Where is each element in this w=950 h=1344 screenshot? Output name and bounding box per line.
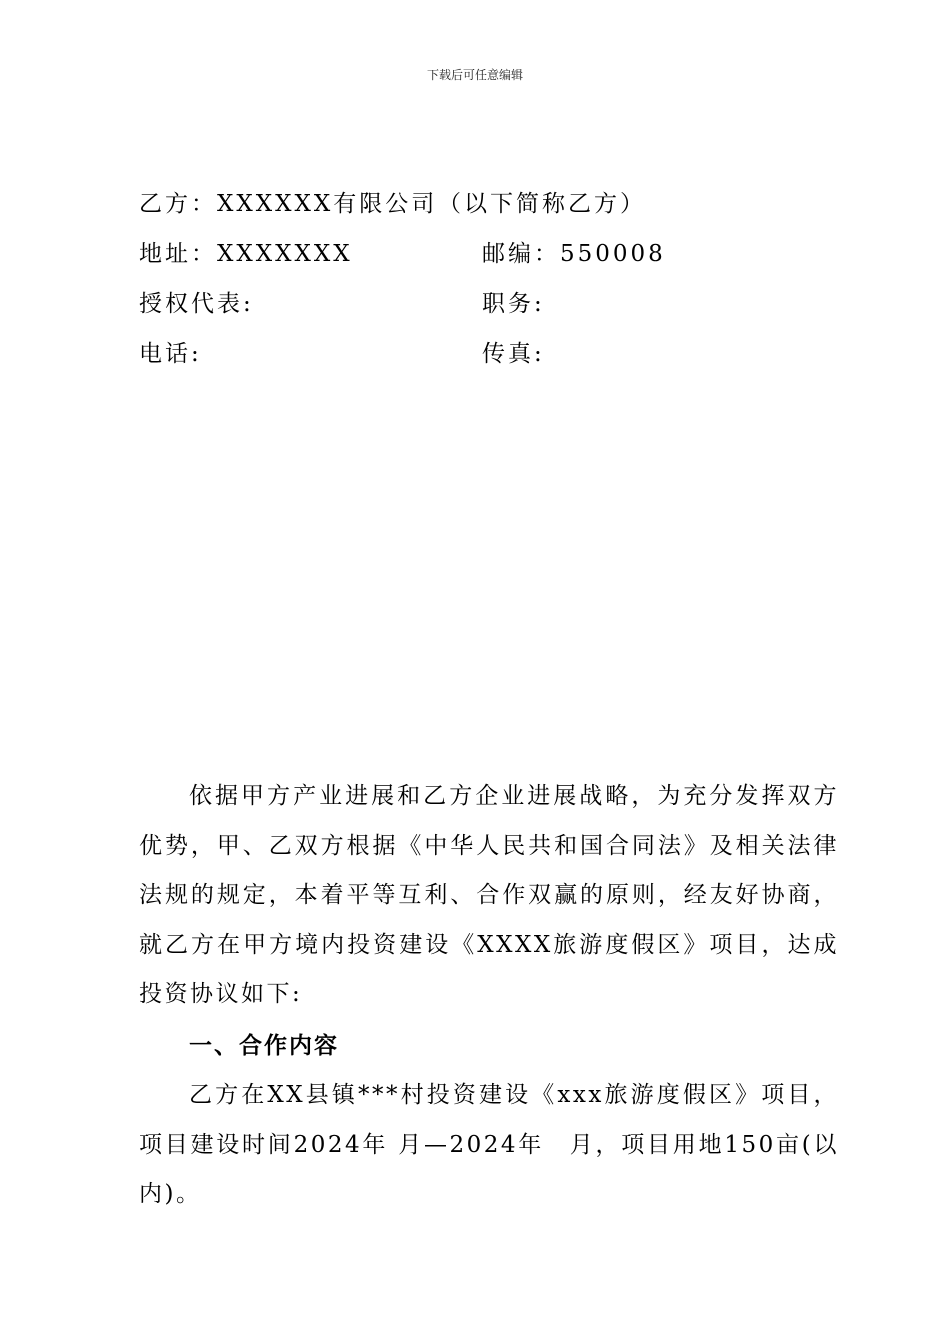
intro-text: 依据甲方产业进展和乙方企业进展战略，为充分发挥双方优势，甲、乙双方根据《中华人民共和国合同法》及相关法律法规的规定，本着平等互利、合作双赢的原则，经友好协商，就乙方在甲方境内投资建设《XXXX旅游度假区》项目，达成投资协议如下: <box>139 783 839 1008</box>
header-note: 下载后可任意编辑 <box>426 68 523 82</box>
party-b-address: 地址：XXXXXXX <box>139 241 353 267</box>
party-b-position: 职务: <box>482 291 545 317</box>
party-b-name: 乙方：XXXXXX有限公司 <box>139 191 438 217</box>
party-b-alias: （以下简称乙方） <box>438 191 646 217</box>
section-1-text: 乙方在XX县镇***村投资建设《xxx旅游度假区》项目，项目建设时间2024年 月—2024年 月，项目用地150亩(以内)。 <box>139 1082 839 1208</box>
section-1-paragraph <box>139 1071 839 1220</box>
party-b-fax: 传真: <box>482 341 545 367</box>
party-b-postcode: 邮编：550008 <box>482 241 666 267</box>
intro-paragraph <box>139 772 839 1020</box>
party-b-phone: 电话: <box>139 341 202 367</box>
section-1-title: 一、合作内容 <box>189 1033 339 1059</box>
party-b-representative: 授权代表: <box>139 291 254 317</box>
